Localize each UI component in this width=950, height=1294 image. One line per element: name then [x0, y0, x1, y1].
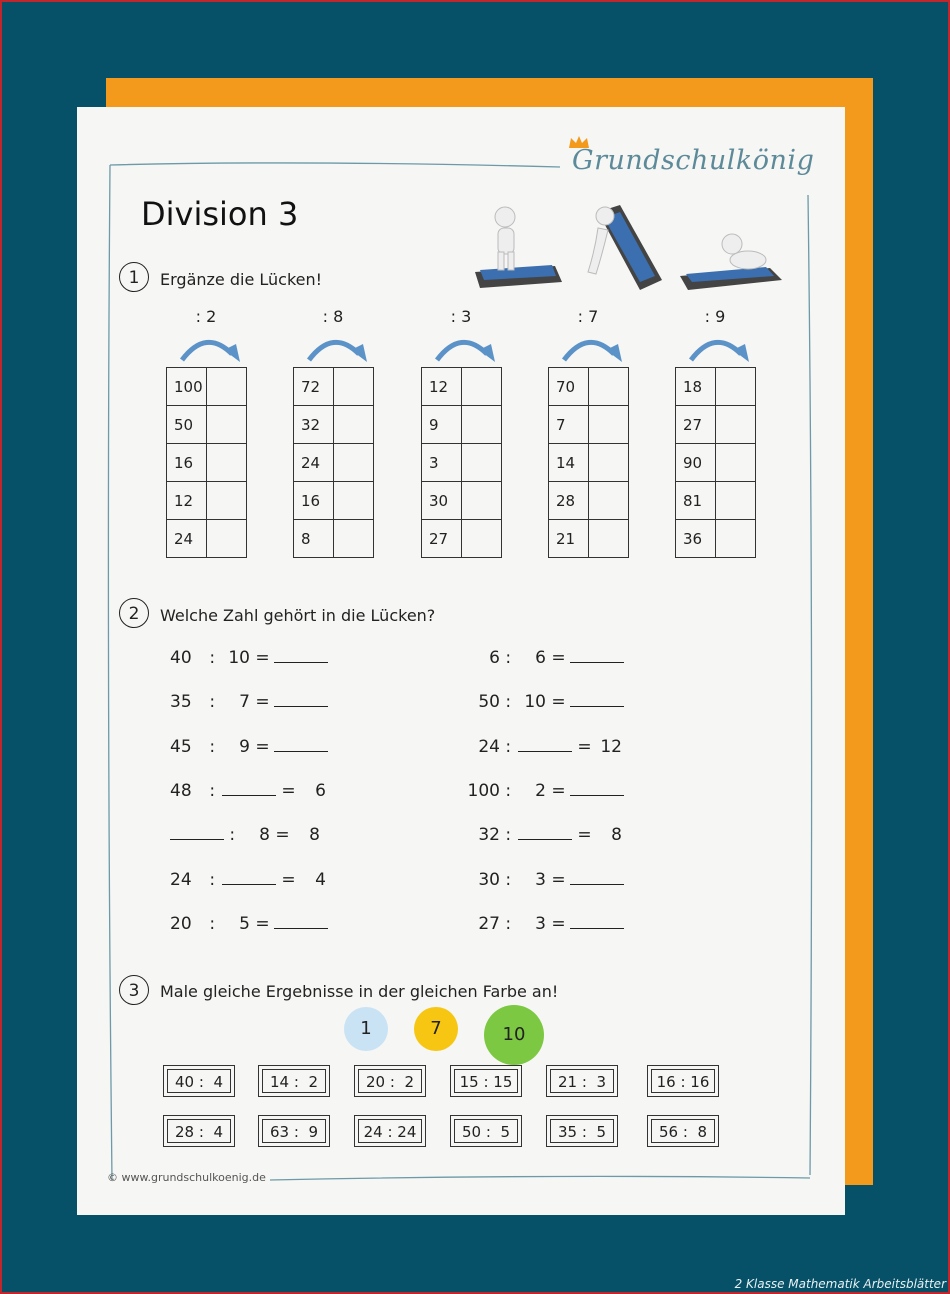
equation-part: =: [546, 692, 566, 712]
term-box[interactable]: [546, 1065, 618, 1097]
equation-part: 9: [239, 737, 250, 757]
table-row: [167, 406, 247, 444]
table-row: [676, 368, 756, 406]
answer-cell[interactable]: [462, 520, 502, 558]
color-legend-dot: 10: [484, 1005, 544, 1065]
term-box-text: 50 : 5: [454, 1119, 518, 1143]
curved-arrow-icon: [178, 334, 242, 364]
answer-cell[interactable]: [589, 482, 629, 520]
equation-right: [466, 825, 622, 845]
table-row: [167, 368, 247, 406]
division-operator-label: : 3: [450, 307, 472, 326]
table-row: [422, 520, 502, 558]
term-box[interactable]: [546, 1115, 618, 1147]
answer-cell[interactable]: [207, 520, 247, 558]
table-row: [294, 368, 374, 406]
table-cell-value: 14: [549, 444, 589, 482]
table-row: [422, 368, 502, 406]
division-table: [548, 367, 629, 558]
equation-part: :: [204, 648, 216, 668]
table-cell-value: 18: [676, 368, 716, 406]
term-box-text: 28 : 4: [167, 1119, 231, 1143]
equation-part: 6: [535, 648, 546, 668]
equation-part: 20: [170, 914, 192, 934]
term-box-text: 56 : 8: [651, 1119, 715, 1143]
table-cell-value: 90: [676, 444, 716, 482]
equation-right: [466, 914, 624, 934]
equation-right: [466, 692, 624, 712]
answer-blank[interactable]: [570, 781, 624, 796]
table-row: [167, 482, 247, 520]
table-cell-value: 27: [422, 520, 462, 558]
equation-part: 2: [535, 781, 546, 801]
equation-part: =: [270, 825, 290, 845]
answer-cell[interactable]: [334, 482, 374, 520]
table-row: [549, 482, 629, 520]
table-row: [422, 482, 502, 520]
division-table: [675, 367, 756, 558]
answer-blank[interactable]: [274, 737, 328, 752]
answer-blank[interactable]: [170, 825, 224, 840]
term-box[interactable]: [354, 1115, 426, 1147]
footer-url: © www.grundschulkoenig.de: [107, 1171, 266, 1184]
table-cell-value: 3: [422, 444, 462, 482]
answer-blank[interactable]: [570, 870, 624, 885]
answer-cell[interactable]: [589, 444, 629, 482]
equation-part: 6: [489, 648, 500, 668]
equation-part: 4: [315, 870, 326, 890]
table-cell-value: 28: [549, 482, 589, 520]
equation-left: [170, 825, 320, 845]
division-table: [421, 367, 502, 558]
task3-instruction: Male gleiche Ergebnisse in der gleichen Farbe an!: [160, 982, 559, 1001]
table-cell-value: 16: [167, 444, 207, 482]
table-row: [422, 444, 502, 482]
answer-cell[interactable]: [716, 406, 756, 444]
equation-part: =: [250, 648, 270, 668]
table-row: [167, 444, 247, 482]
equation-part: 45: [170, 737, 192, 757]
equation-part: 10: [228, 648, 250, 668]
table-cell-value: 8: [294, 520, 334, 558]
answer-blank[interactable]: [274, 648, 328, 663]
equation-part: =: [250, 692, 270, 712]
table-cell-value: 9: [422, 406, 462, 444]
division-operator-label: : 2: [195, 307, 217, 326]
answer-cell[interactable]: [716, 520, 756, 558]
term-box[interactable]: [647, 1115, 719, 1147]
answer-cell[interactable]: [462, 368, 502, 406]
answer-blank[interactable]: [570, 692, 624, 707]
equation-left: [170, 737, 328, 757]
table-row: [676, 406, 756, 444]
equation-left: [170, 914, 328, 934]
equation-part: :: [204, 737, 216, 757]
answer-cell[interactable]: [589, 406, 629, 444]
table-cell-value: 70: [549, 368, 589, 406]
equation-left: [170, 648, 328, 668]
term-box-text: 16 : 16: [651, 1069, 715, 1093]
equation-part: 100: [467, 781, 500, 801]
answer-cell[interactable]: [207, 368, 247, 406]
answer-blank[interactable]: [222, 870, 276, 885]
image-caption: 2 Klasse Mathematik Arbeitsblätter: [734, 1277, 946, 1291]
equation-part: =: [546, 870, 566, 890]
task3-number: 3: [119, 975, 149, 1005]
equation-part: =: [276, 870, 296, 890]
term-box-text: 40 : 4: [167, 1069, 231, 1093]
equation-part: 24: [478, 737, 500, 757]
term-box[interactable]: [258, 1115, 330, 1147]
equation-part: 30: [478, 870, 500, 890]
equation-part: 24: [170, 870, 192, 890]
term-box[interactable]: [163, 1065, 235, 1097]
table-cell-value: 100: [167, 368, 207, 406]
term-box-text: 14 : 2: [262, 1069, 326, 1093]
equation-part: :: [224, 825, 236, 845]
equation-part: :: [204, 692, 216, 712]
term-box[interactable]: [450, 1065, 522, 1097]
table-cell-value: 81: [676, 482, 716, 520]
equation-part: 12: [600, 737, 622, 757]
page-border-lines: [100, 150, 820, 1190]
equation-right: [466, 870, 624, 890]
term-box-text: 24 : 24: [358, 1119, 422, 1143]
color-legend-dot: 1: [344, 1007, 388, 1051]
table-cell-value: 12: [167, 482, 207, 520]
table-row: [294, 520, 374, 558]
equation-part: 6: [315, 781, 326, 801]
answer-cell[interactable]: [589, 368, 629, 406]
task2-number: 2: [119, 598, 149, 628]
equation-part: 32: [478, 825, 500, 845]
table-cell-value: 7: [549, 406, 589, 444]
term-box[interactable]: [450, 1115, 522, 1147]
equation-part: 48: [170, 781, 192, 801]
term-box[interactable]: [163, 1115, 235, 1147]
equation-part: :: [500, 781, 512, 801]
division-operator-label: : 8: [322, 307, 344, 326]
equation-part: 35: [170, 692, 192, 712]
equation-part: 8: [259, 825, 270, 845]
equation-part: =: [572, 825, 592, 845]
equation-part: 8: [611, 825, 622, 845]
equation-right: [466, 781, 624, 801]
answer-cell[interactable]: [462, 444, 502, 482]
equation-part: =: [572, 737, 592, 757]
table-cell-value: 36: [676, 520, 716, 558]
equation-part: :: [500, 737, 512, 757]
term-box-text: 20 : 2: [358, 1069, 422, 1093]
equation-part: =: [250, 737, 270, 757]
equation-right: [466, 648, 624, 668]
answer-cell[interactable]: [207, 406, 247, 444]
figures-with-calculators-illustration: [470, 200, 790, 295]
table-row: [676, 482, 756, 520]
color-legend-dot: 7: [414, 1007, 458, 1051]
answer-blank[interactable]: [222, 781, 276, 796]
brand-logo: Grundschulkönig: [572, 145, 815, 176]
equation-part: :: [500, 914, 512, 934]
equation-part: =: [546, 781, 566, 801]
table-cell-value: 16: [294, 482, 334, 520]
page-title: Division 3: [141, 195, 299, 233]
equation-part: 3: [535, 870, 546, 890]
table-row: [294, 482, 374, 520]
term-box-text: 35 : 5: [550, 1119, 614, 1143]
equation-part: 8: [309, 825, 320, 845]
table-cell-value: 27: [676, 406, 716, 444]
equation-part: 40: [170, 648, 192, 668]
table-cell-value: 32: [294, 406, 334, 444]
term-box[interactable]: [647, 1065, 719, 1097]
answer-cell[interactable]: [207, 444, 247, 482]
answer-cell[interactable]: [716, 482, 756, 520]
equation-part: =: [546, 648, 566, 668]
term-box[interactable]: [354, 1065, 426, 1097]
equation-left: [170, 781, 326, 801]
equation-part: :: [500, 648, 512, 668]
division-operator-label: : 7: [577, 307, 599, 326]
equation-part: :: [204, 781, 216, 801]
curved-arrow-icon: [305, 334, 369, 364]
term-box-text: 63 : 9: [262, 1119, 326, 1143]
table-row: [549, 406, 629, 444]
equation-part: 10: [524, 692, 546, 712]
term-box[interactable]: [258, 1065, 330, 1097]
equation-part: 50: [478, 692, 500, 712]
answer-blank[interactable]: [518, 737, 572, 752]
equation-part: :: [204, 914, 216, 934]
equation-left: [170, 692, 328, 712]
curved-arrow-icon: [560, 334, 624, 364]
answer-cell[interactable]: [334, 444, 374, 482]
table-cell-value: 30: [422, 482, 462, 520]
task1-instruction: Ergänze die Lücken!: [160, 270, 323, 289]
answer-cell[interactable]: [716, 368, 756, 406]
answer-blank[interactable]: [274, 692, 328, 707]
answer-blank[interactable]: [570, 648, 624, 663]
equation-part: =: [250, 914, 270, 934]
equation-part: :: [500, 825, 512, 845]
table-cell-value: 72: [294, 368, 334, 406]
curved-arrow-icon: [687, 334, 751, 364]
equation-right: [466, 737, 622, 757]
table-row: [294, 406, 374, 444]
task2-instruction: Welche Zahl gehört in die Lücken?: [160, 606, 436, 625]
division-table: [293, 367, 374, 558]
equation-part: 3: [535, 914, 546, 934]
equation-part: 27: [478, 914, 500, 934]
equation-part: 5: [239, 914, 250, 934]
table-row: [294, 444, 374, 482]
answer-cell[interactable]: [462, 406, 502, 444]
answer-cell[interactable]: [462, 482, 502, 520]
table-cell-value: 21: [549, 520, 589, 558]
table-cell-value: 24: [294, 444, 334, 482]
table-cell-value: 50: [167, 406, 207, 444]
equation-part: 7: [239, 692, 250, 712]
answer-cell[interactable]: [589, 520, 629, 558]
table-row: [676, 520, 756, 558]
table-row: [676, 444, 756, 482]
equation-left: [170, 870, 326, 890]
table-row: [549, 520, 629, 558]
table-row: [549, 368, 629, 406]
term-box-text: 15 : 15: [454, 1069, 518, 1093]
equation-part: :: [500, 870, 512, 890]
division-table: [166, 367, 247, 558]
term-box-text: 21 : 3: [550, 1069, 614, 1093]
answer-blank[interactable]: [570, 914, 624, 929]
table-row: [167, 520, 247, 558]
answer-cell[interactable]: [334, 406, 374, 444]
table-cell-value: 24: [167, 520, 207, 558]
task1-number: 1: [119, 262, 149, 292]
division-operator-label: : 9: [704, 307, 726, 326]
answer-cell[interactable]: [716, 444, 756, 482]
equation-part: =: [276, 781, 296, 801]
curved-arrow-icon: [433, 334, 497, 364]
answer-cell[interactable]: [334, 368, 374, 406]
table-row: [549, 444, 629, 482]
table-cell-value: 12: [422, 368, 462, 406]
equation-part: :: [204, 870, 216, 890]
table-row: [422, 406, 502, 444]
equation-part: =: [546, 914, 566, 934]
answer-blank[interactable]: [518, 825, 572, 840]
equation-part: :: [500, 692, 512, 712]
answer-cell[interactable]: [207, 482, 247, 520]
answer-cell[interactable]: [334, 520, 374, 558]
answer-blank[interactable]: [274, 914, 328, 929]
